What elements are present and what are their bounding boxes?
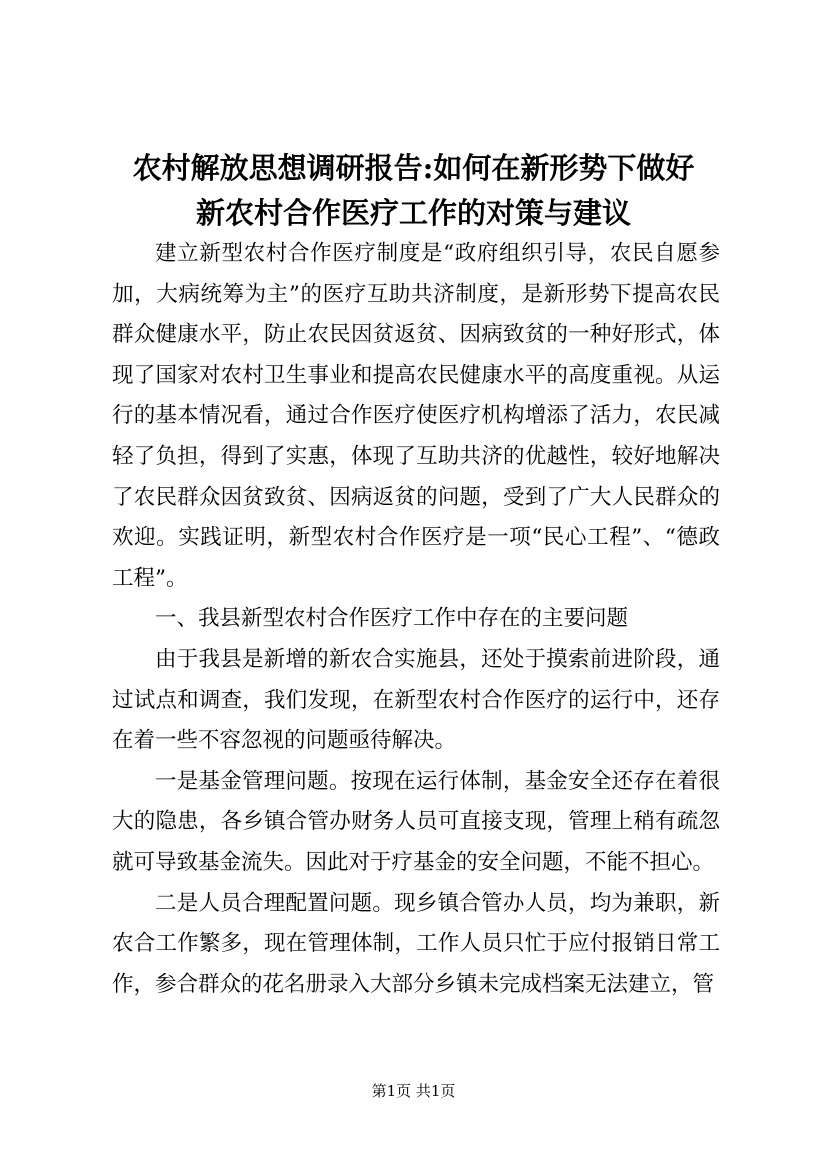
paragraph-problems-intro: 由于我县是新增的新农合实施县，还处于摸索前进阶段，通过试点和调查，我们发现，在新型农村合作医疗的运行中，还存在着一些不容忽视的问题亟待解决。	[112, 646, 720, 754]
paragraph-fund-management: 一是基金管理问题。按现在运行体制，基金安全还存在着很大的隐患，各乡镇合管办财务人员可直接支现，管理上稍有疏忽就可导致基金流失。因此对于疗基金的安全问题，不能不担心。	[112, 768, 720, 875]
section-heading-1: 一、我县新型农村合作医疗工作中存在的主要问题	[155, 606, 629, 632]
title-line-1: 农村解放思想调研报告:如何在新形势下做好	[132, 151, 695, 185]
paragraph-staffing: 二是人员合理配置问题。现乡镇合管办人员，均为兼职，新农合工作繁多，现在管理体制，工作人员只忙于应付报销日常工作，参合群众的花名册录入大部分乡镇未完成档案无法建立，管	[112, 890, 720, 997]
document-title	[100, 146, 727, 236]
paragraph-intro: 建立新型农村合作医疗制度是“政府组织引导，农民自愿参加，大病统筹为主”的医疗互助共济制度，是新形势下提高农民群众健康水平，防止农民因贫返贫、因病致贫的一种好形式，体现了国家对农村卫生事业和提高农民健康水平的高度重视。从运行的基本情况看，通过合作医疗使医疗机构增添了活力，农民减轻了负担，得到了实惠，体现了互助共济的优越性，较好地解决了农民群众因贫致贫、因病返贫的问题，受到了广大人民群众的欢迎。实践证明，新型农村合作医疗是一项“民心工程”、“德政工程”。	[112, 241, 720, 591]
title-line-2: 新农村合作医疗工作的对策与建议	[195, 196, 631, 230]
page-footer: 第1页 共1页	[371, 1082, 456, 1100]
document-body	[112, 234, 720, 1005]
